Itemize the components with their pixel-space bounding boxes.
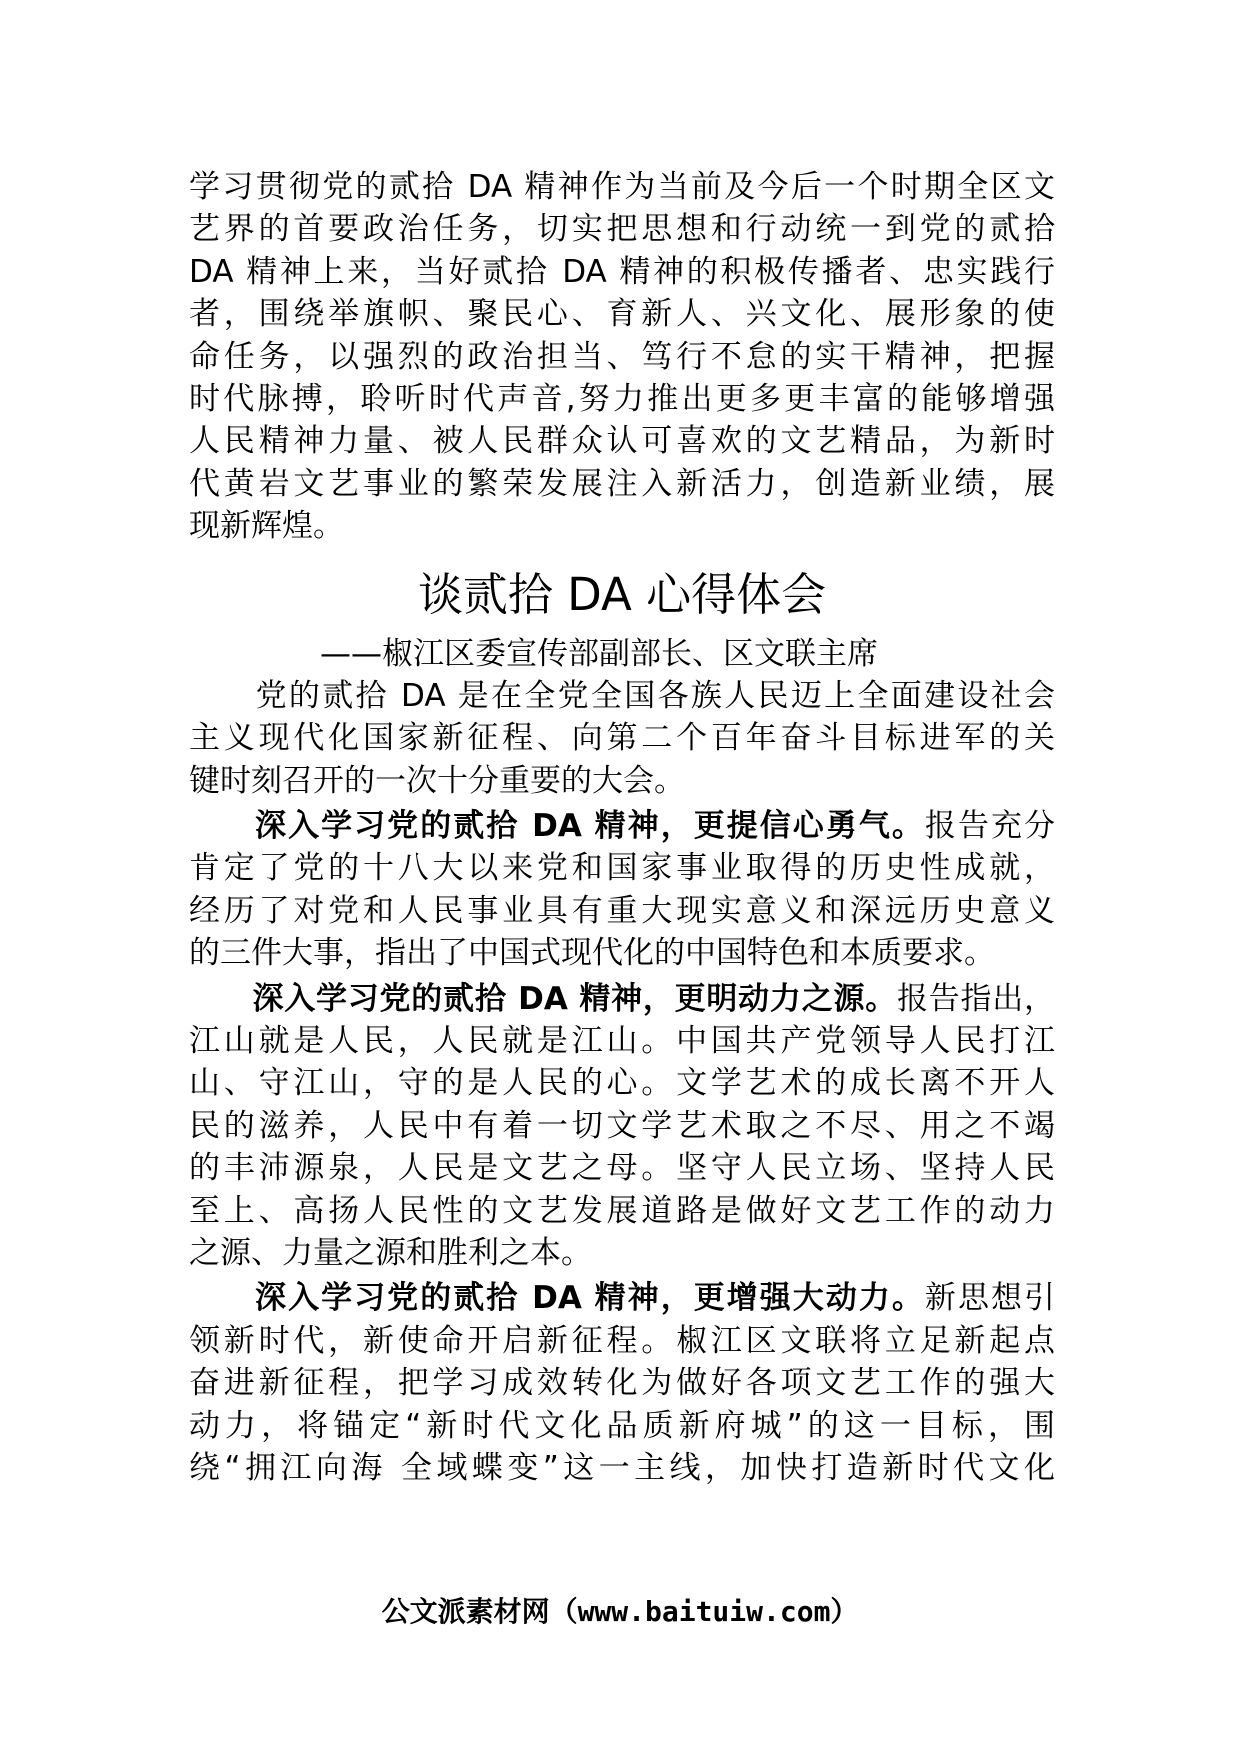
text-line: 至上、高扬人民性的文艺发展道路是做好文艺工作的动力 [189, 1192, 1055, 1229]
text-line: 绕“拥江向海 全域蝶变”这一主线，加快打造新时代文化 [189, 1449, 1055, 1486]
text-line: 奋进新征程，把学习成效转化为做好各项文艺工作的强大 [189, 1365, 1055, 1402]
text-line: 肯定了党的十八大以来党和国家事业取得的历史性成就， [189, 850, 1055, 887]
text-line [189, 1277, 1055, 1319]
text-line: 江山就是人民，人民就是江山。中国共产党领导人民打江 [189, 1023, 1055, 1060]
text-line: 动力，将锚定“新时代文化品质新府城”的这一目标，围 [189, 1407, 1055, 1444]
paragraph-1 [189, 675, 1055, 802]
text-line: 键时刻召开的一次十分重要的大会。 [189, 762, 685, 799]
source-footer: 公文派素材网（www.baituiw.com） [381, 1595, 859, 1628]
text-line: 领新时代，新使命开启新征程。椒江区文联将立足新起点 [189, 1322, 1055, 1359]
text-line: 的三件大事，指出了中国式现代化的中国特色和本质要求。 [189, 935, 995, 972]
text-line: 命任务，以强烈的政治担当、笃行不怠的实干精神，把握 [189, 338, 1055, 375]
paragraph-lead: 深入学习党的贰拾 DA 精神，更提信心勇气。 [189, 808, 925, 845]
text-line: 民的滋养，人民中有着一切文学艺术取之不尽、用之不竭 [189, 1107, 1055, 1144]
text-line: 者，围绕举旗帜、聚民心、育新人、兴文化、展形象的使 [189, 296, 1055, 333]
text-line: DA 精神上来，当好贰拾 DA 精神的积极传播者、忠实践行 [189, 253, 1055, 290]
paragraph-lead: 深入学习党的贰拾 DA 精神，更明动力之源。 [189, 980, 897, 1017]
paragraph-text: 新思想引 [924, 1280, 1056, 1317]
paragraph-lead: 深入学习党的贰拾 DA 精神，更增强大动力。 [189, 1280, 925, 1317]
paragraph-4 [189, 1277, 1055, 1489]
intro-paragraph [189, 166, 1055, 548]
text-line: 经历了对党和人民事业具有重大现实意义和深远历史意义 [189, 892, 1055, 929]
text-line: 时代脉搏，聆听时代声音,努力推出更多更丰富的能够增强 [189, 380, 1055, 417]
text-line: 山、守江山，守的是人民的心。文学艺术的成长离不开人 [189, 1065, 1055, 1102]
paragraph-text: 报告指出， [896, 980, 1055, 1017]
text-line: 现新辉煌。 [189, 508, 344, 545]
document-body [189, 166, 1055, 1489]
paragraph-2 [189, 805, 1055, 975]
text-line: 的丰沛源泉，人民是文艺之母。坚守人民立场、坚持人民 [189, 1150, 1055, 1187]
text-line: 党的贰拾 DA 是在全党全国各族人民迈上全面建设社会 [189, 677, 1055, 714]
article-title: 谈贰拾 DA 心得体会 [417, 567, 827, 621]
text-line: 艺界的首要政治任务，切实把思想和行动统一到党的贰拾 [189, 211, 1055, 248]
text-line: 人民精神力量、被人民群众认可喜欢的文艺精品，为新时 [189, 423, 1055, 460]
text-line: 主义现代化国家新征程、向第二个百年奋斗目标进军的关 [189, 720, 1055, 757]
paragraph-3 [189, 978, 1055, 1275]
text-line: 代黄岩文艺事业的繁荣发展注入新活力，创造新业绩，展 [189, 465, 1055, 502]
paragraph-text: 报告充分 [924, 808, 1056, 845]
text-line: 学习贯彻党的贰拾 DA 精神作为当前及今后一个时期全区文 [189, 169, 1055, 205]
article-subtitle: ——椒江区委宣传部副部长、区文联主席 [320, 635, 878, 672]
text-line: 之源、力量之源和胜利之本。 [189, 1234, 592, 1271]
text-line [189, 805, 1055, 847]
text-line [189, 978, 1055, 1020]
